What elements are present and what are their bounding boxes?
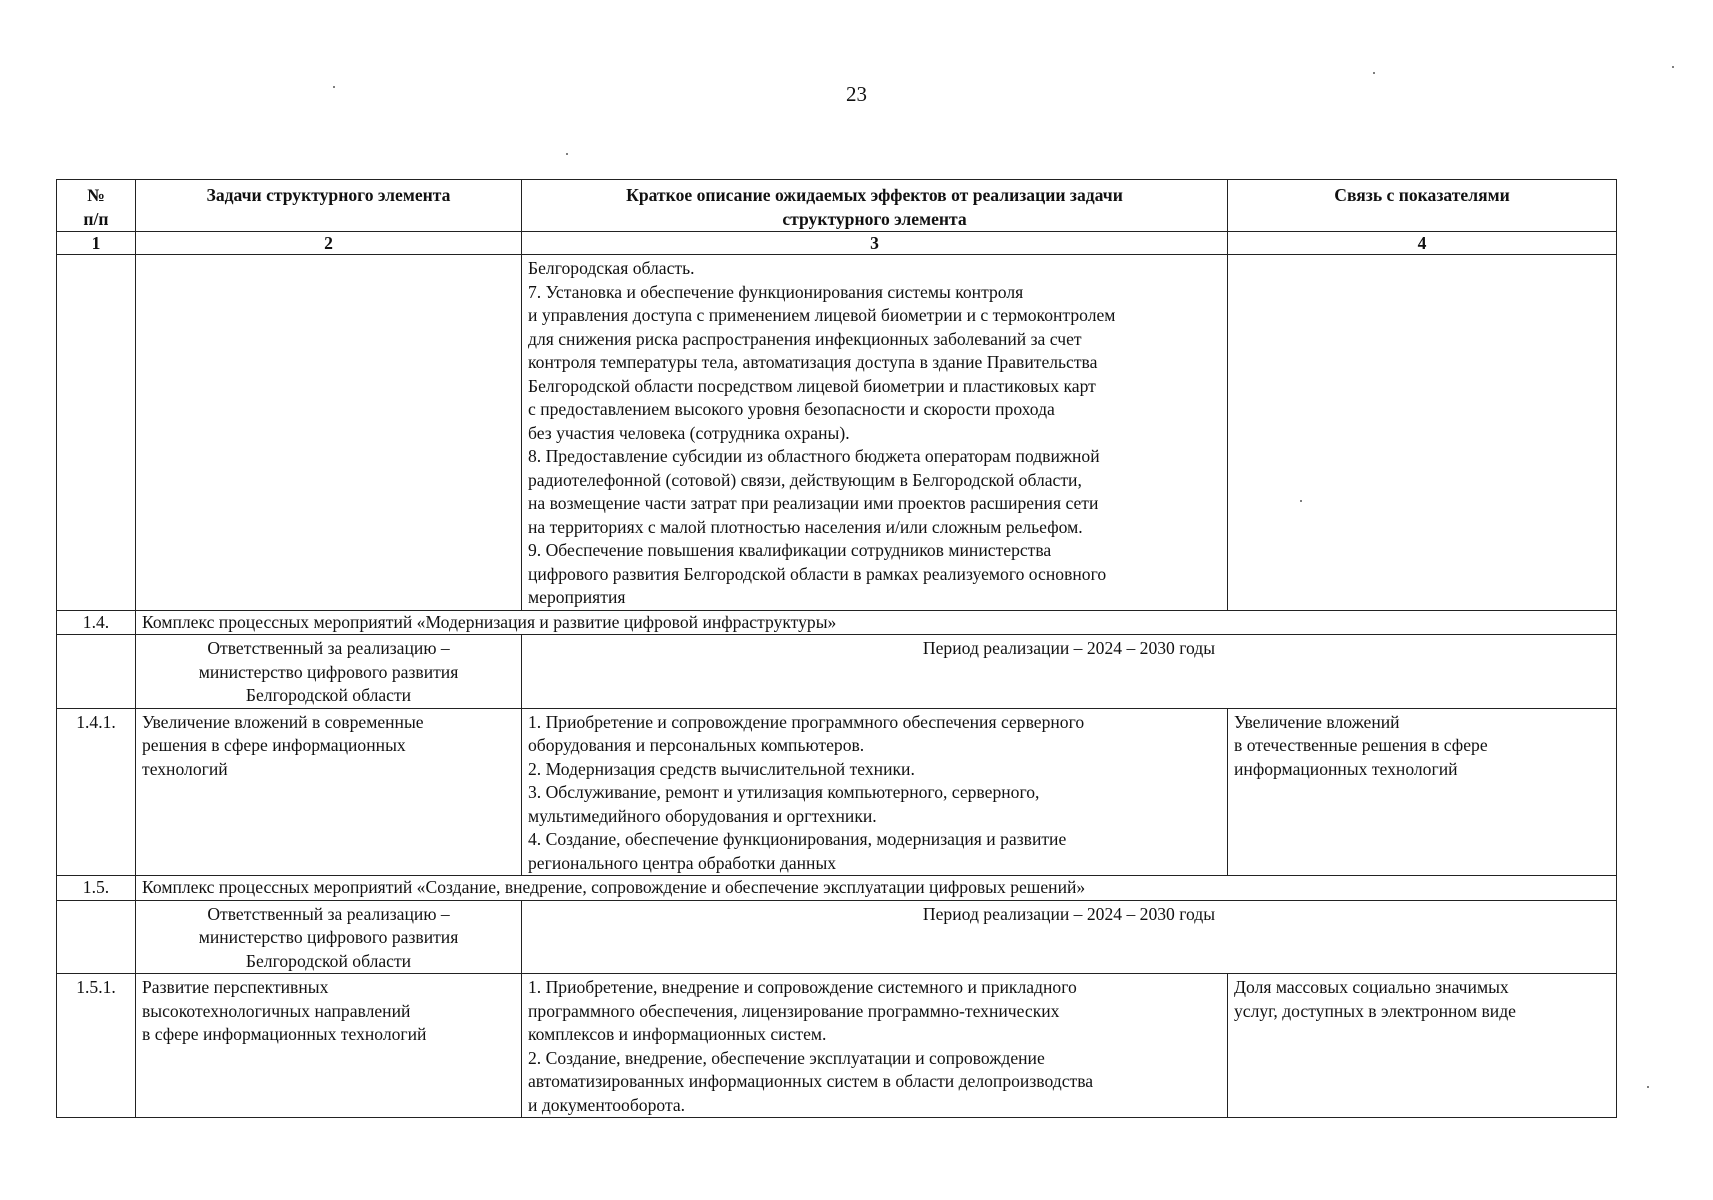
column-number: 1 [57,232,136,255]
scan-speck [566,153,568,155]
header-tasks: Задачи структурного элемента [136,180,522,232]
section-title: Комплекс процессных мероприятий «Создание, внедрение, сопровождение и обеспечение эксплуатации цифровых решений» [136,876,1617,901]
structural-elements-table [56,179,1617,1118]
responsible-row-1-5 [57,900,1617,974]
cell-effects: Белгородская область. 7. Установка и обеспечение функционирования системы контроля и управления доступа с применением лицевой биометрии и с термоконтролем для снижения риска распространения инфекционных заболеваний за счет контроля температуры тела, автоматизация доступа в здание Правительства Белгородской области посредством лицевой биометрии и пластиковых карт с предоставлением высокого уровня безопасности и скорости прохода без участия человека (сотрудника охраны). 8. Предоставление субсидии из областного бюджета операторам подвижной радиотелефонной (сотовой) связи, действующим в Белгородской области, на возмещение части затрат при реализации ими проектов расширения сети на территориях с малой плотностью населения и/или сложным рельефом. 9. Обеспечение повышения квалификации сотрудников министерства цифрового развития Белгородской области в рамках реализуемого основного мероприятия [522,255,1228,611]
row-indicator: Увеличение вложений в отечественные решения в сфере информационных технологий [1228,708,1617,876]
page-number: 23 [846,82,867,106]
cell-num-empty [57,900,136,974]
section-num: 1.5. [57,876,136,901]
row-num: 1.5.1. [57,974,136,1118]
responsible-text: Ответственный за реализацию – министерство цифрового развития Белгородской области [136,900,522,974]
cell-num-empty [57,255,136,611]
row-effects: 1. Приобретение и сопровождение программного обеспечения серверного оборудования и персональных компьютеров. 2. Модернизация средств вычислительной техники. 3. Обслуживание, ремонт и утилизация компьютерного, серверного, мультимедийного оборудования и оргтехники. 4. Создание, обеспечение функционирования, модернизация и развитие регионального центра обработки данных [522,708,1228,876]
period-text: Период реализации – 2024 – 2030 годы [522,900,1617,974]
table-row-1-5-1 [57,974,1617,1118]
header-indicators: Связь с показателями [1228,180,1617,232]
column-number-row [57,232,1617,255]
row-num: 1.4.1. [57,708,136,876]
scan-speck [1672,66,1674,68]
cell-indicator-empty [1228,255,1617,611]
scan-speck [333,86,335,88]
header-num: № п/п [57,180,136,232]
row-task: Развитие перспективных высокотехнологичных направлений в сфере информационных технологий [136,974,522,1118]
column-number: 3 [522,232,1228,255]
row-indicator: Доля массовых социально значимых услуг, доступных в электронном виде [1228,974,1617,1118]
section-row-1-4 [57,610,1617,635]
period-text: Период реализации – 2024 – 2030 годы [522,635,1617,709]
scan-speck [1373,72,1375,74]
section-row-1-5 [57,876,1617,901]
header-row [57,180,1617,232]
header-effects: Краткое описание ожидаемых эффектов от реализации задачи структурного элемента [522,180,1228,232]
row-effects: 1. Приобретение, внедрение и сопровождение системного и прикладного программного обеспечения, лицензирование программно-технических комплексов и информационных систем. 2. Создание, внедрение, обеспечение эксплуатации и сопровождение автоматизированных информационных систем в области делопроизводства и документооборота. [522,974,1228,1118]
scan-speck [1300,500,1302,502]
section-num: 1.4. [57,610,136,635]
column-number: 4 [1228,232,1617,255]
responsible-text: Ответственный за реализацию – министерство цифрового развития Белгородской области [136,635,522,709]
scan-speck [1647,1086,1649,1088]
section-title: Комплекс процессных мероприятий «Модернизация и развитие цифровой инфраструктуры» [136,610,1617,635]
column-number: 2 [136,232,522,255]
cell-num-empty [57,635,136,709]
table-row-1-4-1 [57,708,1617,876]
responsible-row-1-4 [57,635,1617,709]
continuation-row [57,255,1617,611]
cell-task-empty [136,255,522,611]
row-task: Увеличение вложений в современные решения в сфере информационных технологий [136,708,522,876]
